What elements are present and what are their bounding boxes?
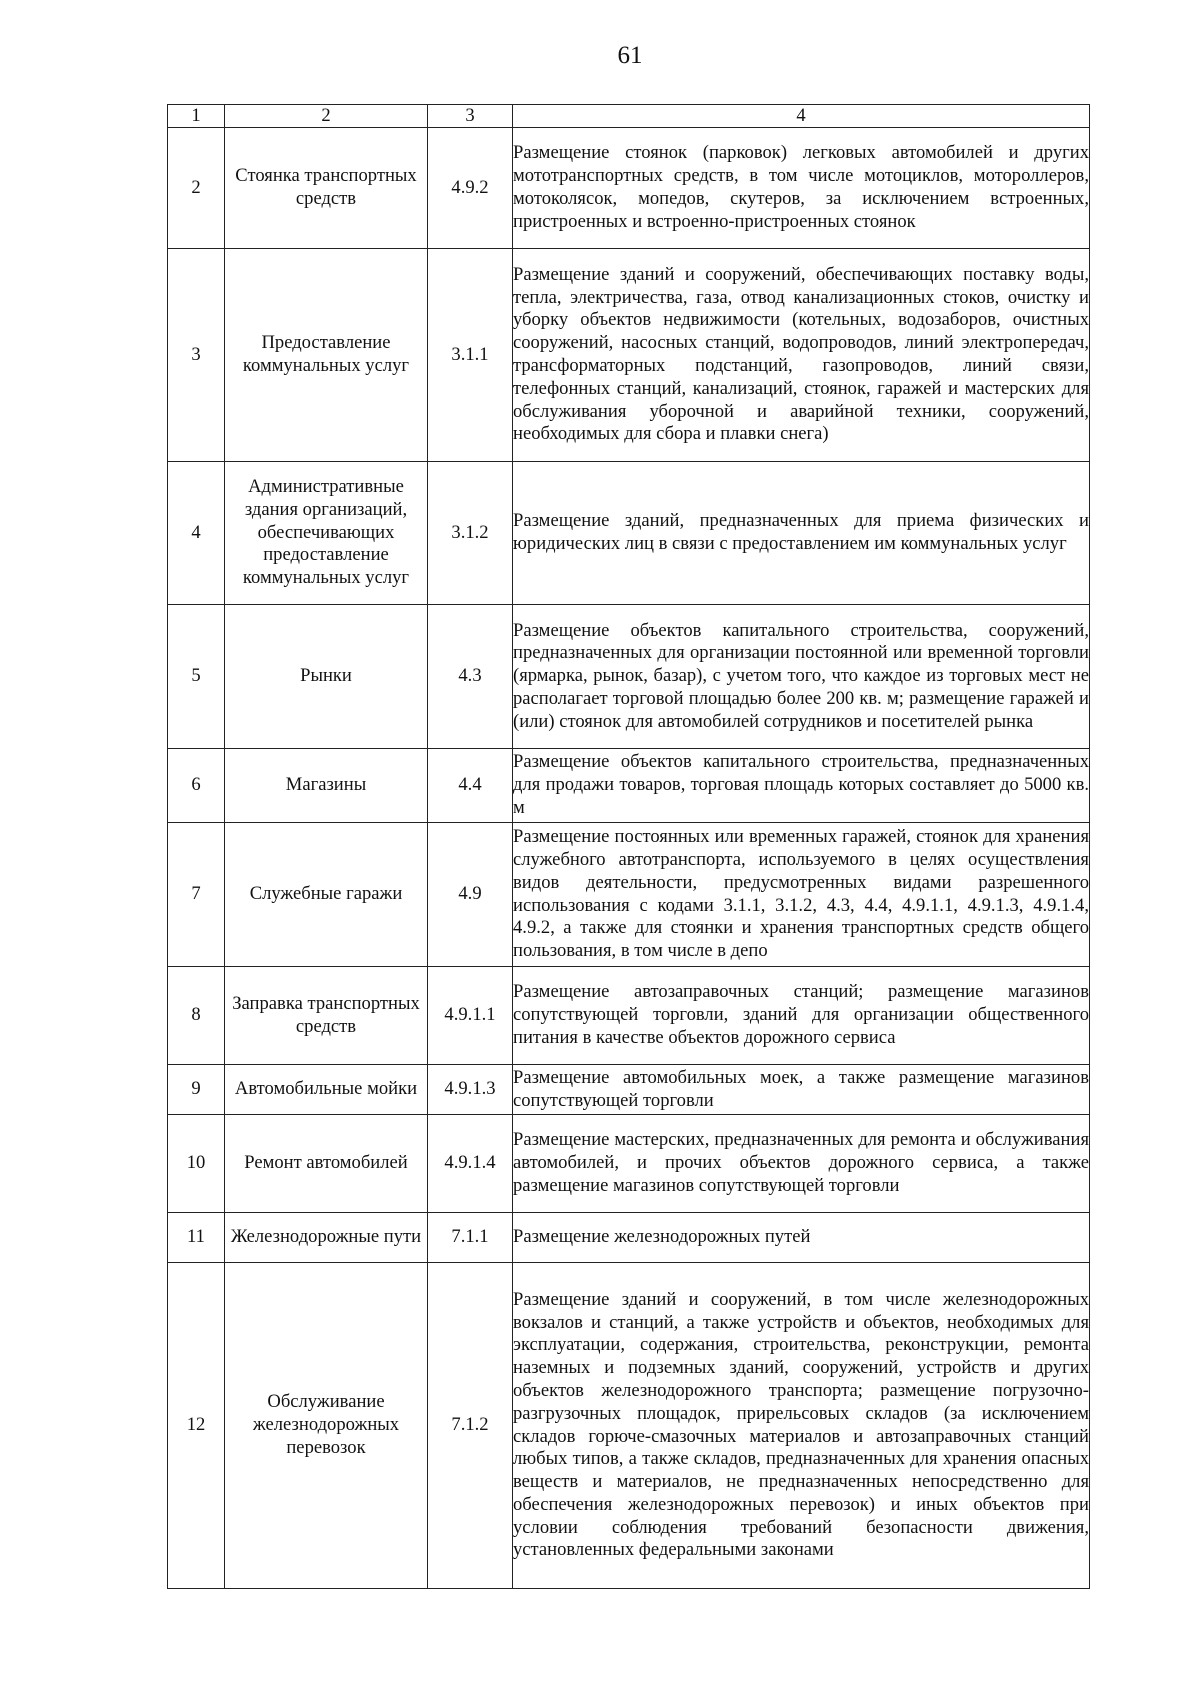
table-row — [168, 749, 1090, 823]
use-type-name: Административные здания организаций, обеспечивающих предоставление коммунальных услуг — [225, 462, 428, 605]
row-number: 2 — [168, 128, 225, 249]
row-number: 11 — [168, 1213, 225, 1263]
land-use-table — [167, 104, 1090, 1589]
use-type-code: 4.9.2 — [428, 128, 513, 249]
use-type-name: Автомобильные мойки — [225, 1065, 428, 1115]
use-type-name: Магазины — [225, 749, 428, 823]
table-row — [168, 1263, 1090, 1589]
table-row — [168, 249, 1090, 462]
use-type-name: Служебные гаражи — [225, 823, 428, 967]
use-type-code: 4.9.1.1 — [428, 967, 513, 1065]
row-number: 7 — [168, 823, 225, 967]
table-row — [168, 462, 1090, 605]
header-col-4: 4 — [513, 105, 1090, 128]
use-type-description: Размещение зданий и сооружений, в том числе железнодорожных вокзалов и станций, а также устройств и объектов, необходимых для эксплуатации, содержания, строительства, реконструкции, ремонта наземных и подземных зданий, сооружений, устройств и других объектов железнодорожного транспорта; размещение погрузочно-разгрузочных площадок, прирельсовых складов (за исключением складов горюче-смазочных материалов и автозаправочных станций любых типов, а также складов, предназначенных для хранения опасных веществ и материалов, не предназначенных непосредственно для обеспечения железнодорожных перевозок) и иных объектов при условии соблюдения требований безопасности движения, установленных федеральными законами — [513, 1263, 1090, 1589]
header-col-3: 3 — [428, 105, 513, 128]
use-type-name: Железнодорожные пути — [225, 1213, 428, 1263]
row-number: 4 — [168, 462, 225, 605]
header-col-2: 2 — [225, 105, 428, 128]
use-type-code: 4.9.1.3 — [428, 1065, 513, 1115]
use-type-name: Ремонт автомобилей — [225, 1115, 428, 1213]
row-number: 8 — [168, 967, 225, 1065]
page-number: 61 — [617, 42, 643, 69]
use-type-code: 7.1.1 — [428, 1213, 513, 1263]
use-type-code: 3.1.2 — [428, 462, 513, 605]
header-row — [168, 105, 1090, 128]
use-type-code: 7.1.2 — [428, 1263, 513, 1589]
use-type-description: Размещение зданий, предназначенных для приема физических и юридических лиц в связи с предоставлением им коммунальных услуг — [513, 462, 1090, 605]
table-row — [168, 1213, 1090, 1263]
use-type-description: Размещение объектов капитального строительства, предназначенных для продажи товаров, торговая площадь которых составляет до 5000 кв. м — [513, 749, 1090, 823]
use-type-description: Размещение стоянок (парковок) легковых автомобилей и других мототранспортных средств, в том числе мотоциклов, мотороллеров, мотоколясок, мопедов, скутеров, за исключением встроенных, пристроенных и встроенно-пристроенных стоянок — [513, 128, 1090, 249]
table-row — [168, 1115, 1090, 1213]
table-row — [168, 823, 1090, 967]
use-type-code: 4.9.1.4 — [428, 1115, 513, 1213]
use-type-description: Размещение мастерских, предназначенных для ремонта и обслуживания автомобилей, и прочих объектов дорожного сервиса, а также размещение магазинов сопутствующей торговли — [513, 1115, 1090, 1213]
row-number: 3 — [168, 249, 225, 462]
use-type-description: Размещение автомобильных моек, а также размещение магазинов сопутствующей торговли — [513, 1065, 1090, 1115]
use-type-code: 4.4 — [428, 749, 513, 823]
use-type-code: 4.9 — [428, 823, 513, 967]
row-number: 12 — [168, 1263, 225, 1589]
use-type-code: 4.3 — [428, 605, 513, 749]
use-type-description: Размещение железнодорожных путей — [513, 1213, 1090, 1263]
use-type-name: Рынки — [225, 605, 428, 749]
table-row — [168, 128, 1090, 249]
table-row — [168, 605, 1090, 749]
row-number: 6 — [168, 749, 225, 823]
use-type-name: Заправка транспортных средств — [225, 967, 428, 1065]
use-type-description: Размещение автозаправочных станций; размещение магазинов сопутствующей торговли, зданий для организации общественного питания в качестве объектов дорожного сервиса — [513, 967, 1090, 1065]
row-number: 9 — [168, 1065, 225, 1115]
use-type-description: Размещение постоянных или временных гаражей, стоянок для хранения служебного автотранспорта, используемого в целях осуществления видов деятельности, предусмотренных видами разрешенного использования с кодами 3.1.1, 3.1.2, 4.3, 4.4, 4.9.1.1, 4.9.1.3, 4.9.1.4, 4.9.2, а также для стоянки и хранения транспортных средств общего пользования, в том числе в депо — [513, 823, 1090, 967]
row-number: 5 — [168, 605, 225, 749]
use-type-description: Размещение зданий и сооружений, обеспечивающих поставку воды, тепла, электричества, газа, отвод канализационных стоков, очистку и уборку объектов недвижимости (котельных, водозаборов, очистных сооружений, насосных станций, водопроводов, линий электропередач, трансформаторных подстанций, газопроводов, линий связи, телефонных станций, канализаций, стоянок, гаражей и мастерских для обслуживания уборочной и аварийной техники, сооружений, необходимых для сбора и плавки снега) — [513, 249, 1090, 462]
use-type-name: Стоянка транспортных средств — [225, 128, 428, 249]
use-type-name: Предоставление коммунальных услуг — [225, 249, 428, 462]
header-col-1: 1 — [168, 105, 225, 128]
use-type-code: 3.1.1 — [428, 249, 513, 462]
use-type-name: Обслуживание железнодорожных перевозок — [225, 1263, 428, 1589]
row-number: 10 — [168, 1115, 225, 1213]
table-row — [168, 967, 1090, 1065]
use-type-description: Размещение объектов капитального строительства, сооружений, предназначенных для организации постоянной или временной торговли (ярмарка, рынок, базар), с учетом того, что каждое из торговых мест не располагает торговой площадью более 200 кв. м; размещение гаражей и (или) стоянок для автомобилей сотрудников и посетителей рынка — [513, 605, 1090, 749]
table-row — [168, 1065, 1090, 1115]
